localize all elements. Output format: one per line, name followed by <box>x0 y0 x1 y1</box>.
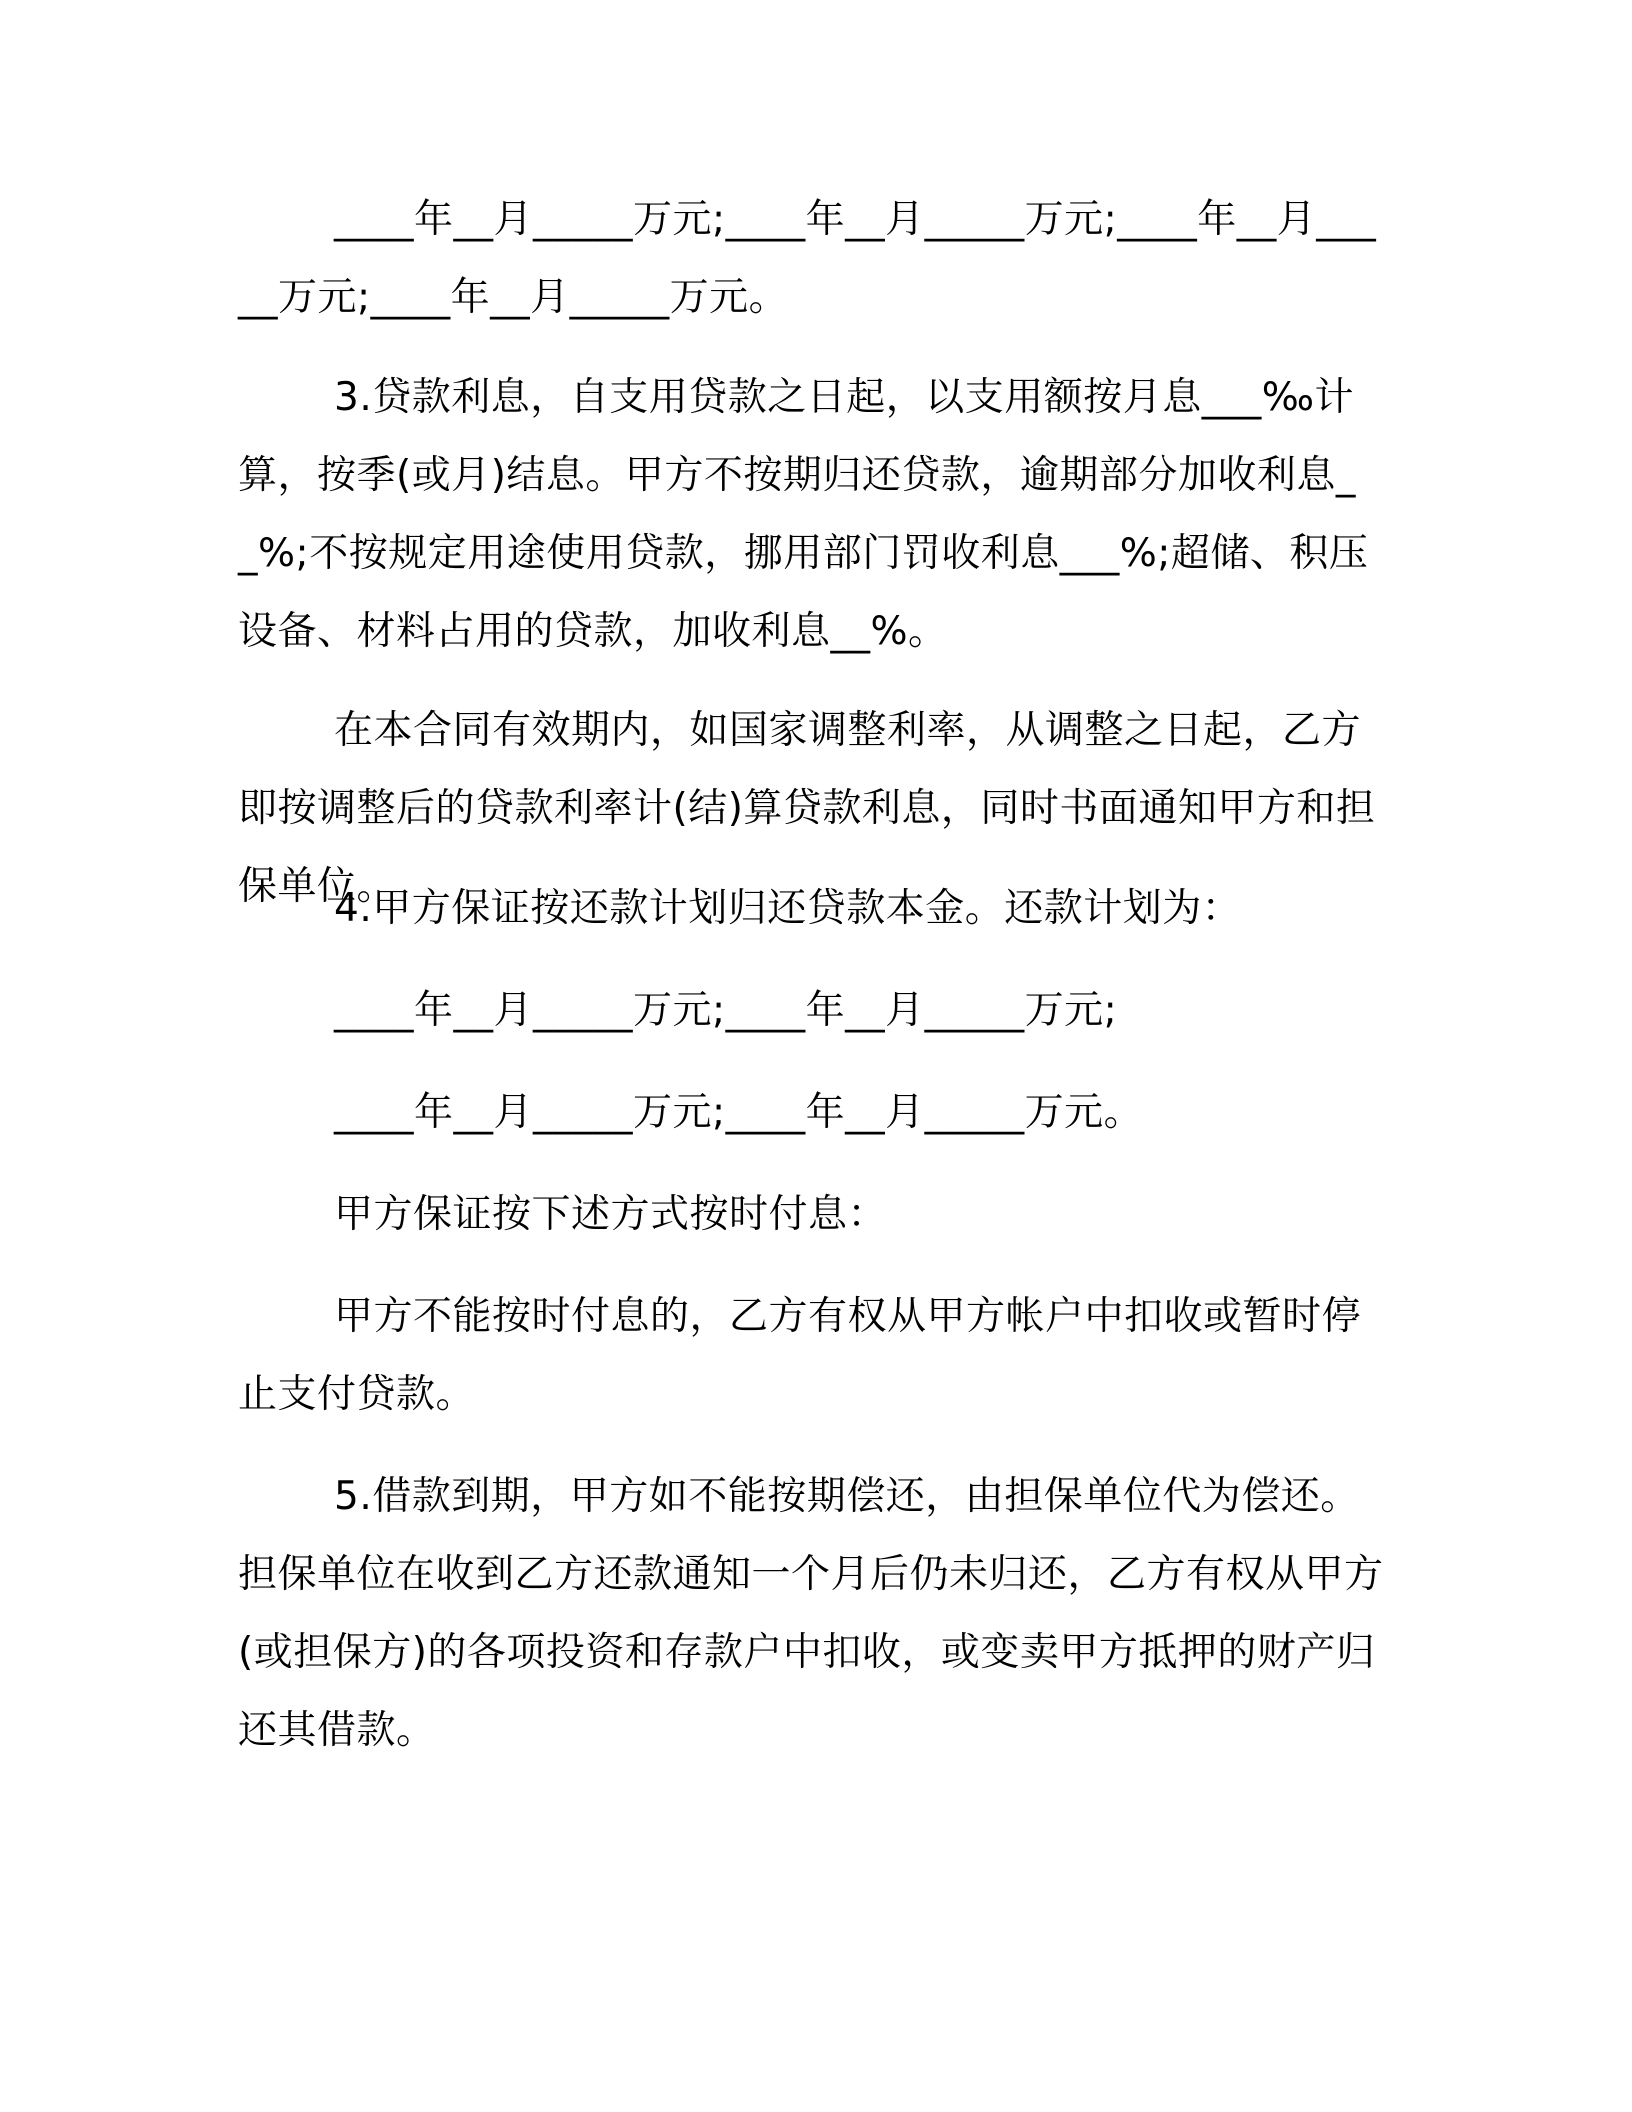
paragraph-repayment-schedule-2: ____年__月_____万元;____年__月_____万元; <box>334 988 1118 1033</box>
paragraph-maturity-default: 5.借款到期，甲方如不能按期偿还，由担保单位代为偿还。担保单位在收到乙方还款通知一个月后仍未归还，乙方有权从甲方(或担保方)的各项投资和存款户中扣收，或变卖甲方抵押的财产归还其借款。 <box>238 1474 1384 1753</box>
paragraph-rate-adjustment: 在本合同有效期内，如国家调整利率，从调整之日起，乙方即按调整后的贷款利率计(结)算贷款利息，同时书面通知甲方和担保单位。 <box>238 708 1376 909</box>
paragraph-repayment-schedule-3: ____年__月_____万元;____年__月_____万元。 <box>334 1090 1144 1135</box>
paragraph-interest-payment-method: 甲方保证按下述方式按时付息： <box>334 1192 888 1237</box>
paragraph-repayment-schedule-1: ____年__月_____万元;____年__月_____万元;____年__月_____万元;____年__月_____万元。 <box>238 197 1377 320</box>
paragraph-late-interest: 甲方不能按时付息的，乙方有权从甲方帐户中扣收或暂时停止支付贷款。 <box>238 1294 1362 1417</box>
paragraph-repayment-plan-heading: 4.甲方保证按还款计划归还贷款本金。还款计划为： <box>334 886 1242 931</box>
paragraph-interest-terms: 3.贷款利息，自支用贷款之日起，以支用额按月息___‰计算，按季(或月)结息。甲方不按期归还贷款，逾期部分加收利息__%;不按规定用途使用贷款，挪用部门罚收利息___%;超储、积压设备、材料占用的贷款，加收利息__%。 <box>238 375 1369 654</box>
